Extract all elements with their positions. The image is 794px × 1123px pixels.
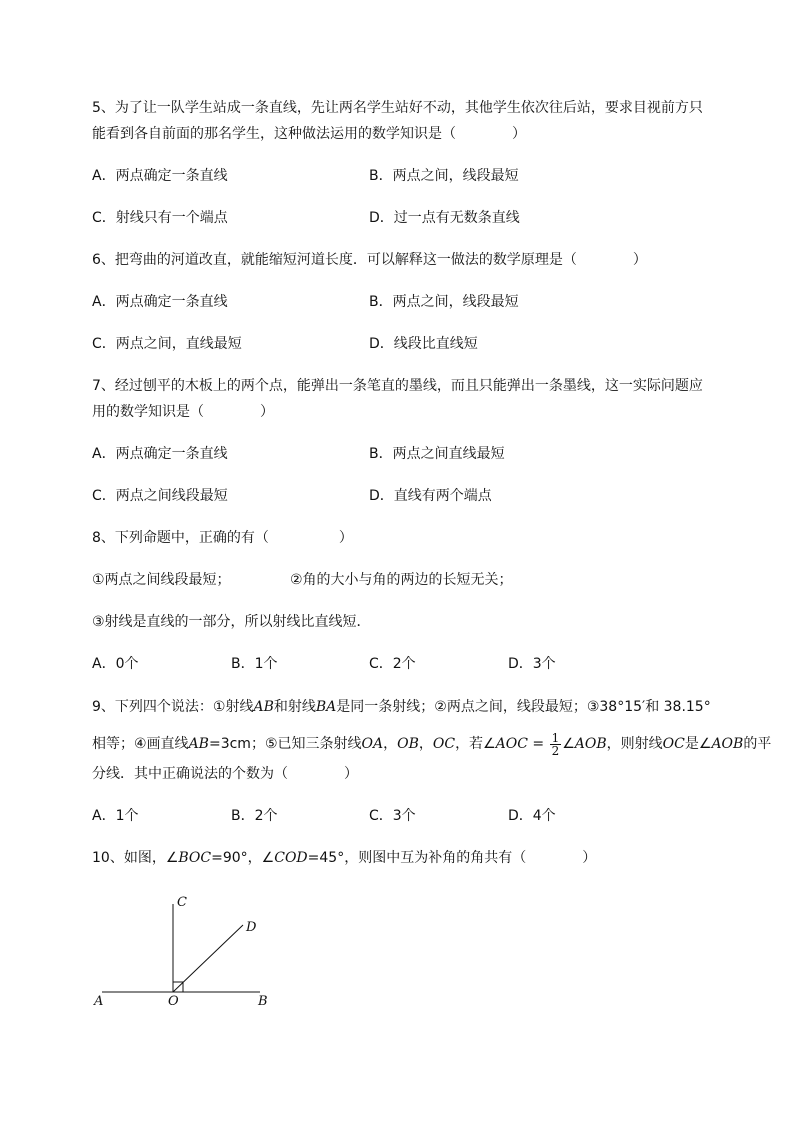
- q9-text: 和射线: [273, 699, 316, 715]
- q9-ray-ab: AB: [253, 699, 274, 715]
- q9-ray-oc: OC: [432, 736, 456, 752]
- q9-option-b: B．2个: [231, 808, 278, 824]
- q10-angle-cod: COD: [274, 850, 308, 866]
- q7-stem-line2: 用的数学知识是（ ）: [92, 404, 274, 420]
- q7-option-d: D．直线有两个端点: [369, 488, 492, 504]
- q7-option-a: A．两点确定一条直线: [92, 446, 228, 462]
- label-a: A: [94, 994, 104, 1009]
- q9-text: ，则射线: [606, 736, 663, 752]
- q9-angle-aoc: AOC: [495, 736, 528, 752]
- q5-option-d: D．过一点有无数条直线: [369, 210, 520, 226]
- q9-text: 相等；④画直线: [92, 736, 189, 752]
- q8-option-d: D．3个: [508, 656, 556, 672]
- q7-stem-line1: 7、经过刨平的木板上的两个点，能弹出一条笔直的墨线，而且只能弹出一条墨线，这一实际问题应: [92, 378, 703, 394]
- q8-option-a: A．0个: [92, 656, 139, 672]
- q5-stem-line2: 能看到各自前面的那名学生，这种做法运用的数学知识是（ ）: [92, 126, 526, 142]
- q9-angle-aob: AOB: [711, 736, 744, 752]
- q6-option-b: B．两点之间，线段最短: [369, 294, 519, 310]
- q9-text: =3cm；⑤已知三条射线: [208, 736, 362, 752]
- q9-angle-aob: AOB: [574, 736, 607, 752]
- fraction-denominator: 2: [551, 743, 560, 758]
- q5-option-c: C．射线只有一个端点: [92, 210, 228, 226]
- q6-option-d: D．线段比直线短: [369, 336, 478, 352]
- q10-text: =90°，∠: [211, 850, 275, 866]
- q9-text: 的平: [743, 736, 772, 752]
- q8-option-c: C．2个: [369, 656, 416, 672]
- q9-text: ，: [418, 736, 433, 752]
- q9-text: 9、下列四个说法：①射线: [92, 699, 254, 715]
- q8-option-b: B．1个: [231, 656, 278, 672]
- q9-option-a: A．1个: [92, 808, 139, 824]
- q5-option-b: B．两点之间，线段最短: [369, 168, 519, 184]
- q9-option-d: D．4个: [508, 808, 556, 824]
- q9-text: 是同一条射线；②两点之间，线段最短；③38°15′和 38.15°: [336, 699, 711, 715]
- q8-statement-3: ③射线是直线的一部分，所以射线比直线短．: [92, 614, 371, 630]
- fraction-numerator: 1: [551, 730, 560, 745]
- q9-text: 是∠: [684, 736, 712, 752]
- q10-angle-boc: BOC: [178, 850, 212, 866]
- label-d: D: [246, 920, 257, 935]
- q6-option-c: C．两点之间，直线最短: [92, 336, 242, 352]
- q9-ray-ob: OB: [397, 736, 419, 752]
- q5-stem-line1: 5、为了让一队学生站成一条直线，先让两名学生站好不动，其他学生依次往后站，要求目视前方只: [92, 100, 703, 116]
- q8-statement-2: ②角的大小与角的两边的长短无关；: [290, 572, 513, 588]
- q9-ray-oc: OC: [662, 736, 685, 752]
- q9-line-ab: AB: [188, 736, 209, 752]
- q9-text: ∠: [562, 736, 575, 752]
- q9-text: ，: [383, 736, 398, 752]
- q6-option-a: A．两点确定一条直线: [92, 294, 228, 310]
- q8-stem: 8、下列命题中，正确的有（ ）: [92, 530, 353, 546]
- q9-ray-ba: BA: [315, 699, 337, 715]
- q10-text: =45°，则图中互为补角的角共有（ ）: [307, 850, 597, 866]
- label-b: B: [258, 994, 268, 1009]
- q9-stem-line3: 分线．其中正确说法的个数为（ ）: [92, 766, 358, 782]
- q7-option-b: B．两点之间直线最短: [369, 446, 505, 462]
- label-c: C: [177, 895, 187, 910]
- q7-option-c: C．两点之间线段最短: [92, 488, 228, 504]
- q10-text: 10、如图，∠: [92, 850, 179, 866]
- q9-equals: =: [527, 736, 549, 752]
- q6-stem: 6、把弯曲的河道改直，就能缩短河道长度．可以解释这一做法的数学原理是（ ）: [92, 252, 647, 268]
- q5-option-a: A．两点确定一条直线: [92, 168, 228, 184]
- label-o: O: [168, 994, 179, 1009]
- q9-text: ，若∠: [455, 736, 496, 752]
- q8-statement-1: ①两点之间线段最短；: [92, 572, 231, 588]
- q9-ray-oa: OA: [361, 736, 384, 752]
- q9-option-c: C．3个: [369, 808, 416, 824]
